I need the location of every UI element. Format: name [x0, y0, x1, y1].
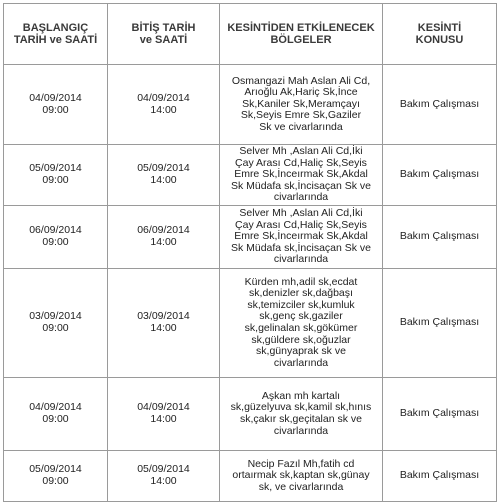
end-cell	[108, 145, 220, 206]
topic-cell: Bakım Çalışması	[383, 269, 497, 378]
start-cell	[4, 65, 108, 145]
header-start-line: TARİH ve SAATİ	[13, 34, 98, 46]
end-date: 05/09/2014	[137, 463, 190, 476]
regions-cell	[220, 378, 383, 451]
start-date: 04/09/2014	[29, 91, 82, 104]
header-start	[4, 4, 108, 65]
region-line: Selver Mh ,Aslan Ali Cd,İki	[239, 145, 363, 158]
end-cell	[108, 451, 220, 502]
region-line: sk,gelinalan sk,gökümer	[244, 322, 358, 334]
start-cell	[4, 269, 108, 378]
region-line: civarlarında	[273, 424, 329, 437]
region-line: Sk Müdafa sk,İncisaçan Sk ve	[230, 179, 372, 192]
region-line: Sk Müdafa sk,İncisaçan Sk ve	[230, 241, 372, 254]
topic-cell: Bakım Çalışması	[383, 65, 497, 145]
end-time: 14:00	[150, 236, 177, 248]
header-topic-line: KESİNTİ	[417, 21, 462, 34]
region-line: sk, ve civarlarında	[258, 480, 344, 493]
end-time: 14:00	[150, 475, 177, 487]
table-row	[4, 65, 497, 145]
region-line: Aşkan mh kartalı	[261, 389, 341, 402]
region-line: civarlarında	[273, 253, 329, 266]
header-regions-line: KESİNTİDEN ETKİLENECEK	[227, 21, 375, 34]
region-line: civarlarında	[273, 191, 329, 204]
region-line: Çay Arası Cd,Haliç Sk,Seyis	[235, 156, 367, 169]
start-time: 09:00	[42, 103, 69, 116]
region-line: sk,genç sk,gaziler	[259, 310, 343, 323]
start-time: 09:00	[42, 174, 69, 186]
table-row	[4, 269, 497, 378]
region-line: Sk ve civarlarında	[259, 120, 343, 133]
start-date: 04/09/2014	[29, 401, 82, 414]
region-line: Kürden mh,adil sk,ecdat	[244, 275, 358, 288]
header-end-line: ve SAATİ	[139, 34, 188, 46]
start-date: 05/09/2014	[29, 162, 82, 175]
end-cell	[108, 269, 220, 378]
region-line: Sk,Seyis Emre Sk,Gaziler	[240, 109, 362, 122]
header-regions	[220, 4, 383, 65]
region-line: sk,denizler sk,dağbaşı	[249, 287, 353, 300]
region-line: Emre Sk,İnceırmak Sk,Akdal	[234, 230, 368, 243]
regions-cell	[220, 65, 383, 145]
end-time: 14:00	[150, 413, 177, 425]
end-date: 05/09/2014	[137, 162, 190, 175]
end-time: 14:00	[150, 103, 177, 116]
table-row	[4, 145, 497, 206]
start-time: 09:00	[42, 236, 69, 248]
header-regions-line: BÖLGELER	[270, 34, 332, 46]
start-cell	[4, 206, 108, 269]
start-date: 05/09/2014	[29, 463, 82, 476]
table-row	[4, 451, 497, 502]
header-topic	[383, 4, 497, 65]
region-line: Selver Mh ,Aslan Ali Cd,İki	[239, 207, 363, 220]
topic-cell: Bakım Çalışması	[383, 206, 497, 269]
region-line: ortaırmak sk,kaptan sk,günay	[232, 469, 370, 482]
end-date: 04/09/2014	[137, 401, 190, 414]
region-line: sk,güldere sk,oğuzlar	[251, 333, 351, 346]
start-cell	[4, 145, 108, 206]
regions-cell	[220, 269, 383, 378]
region-line: Sk,Kaniler Sk,Meramçayı	[242, 97, 360, 110]
region-line: Çay Arası Cd,Haliç Sk,Seyis	[235, 218, 367, 231]
end-date: 03/09/2014	[137, 310, 190, 323]
regions-cell	[220, 451, 383, 502]
topic-cell: Bakım Çalışması	[383, 145, 497, 206]
end-date: 04/09/2014	[137, 91, 190, 104]
end-cell	[108, 378, 220, 451]
region-line: Emre Sk,İnceırmak Sk,Akdal	[234, 168, 368, 181]
start-date: 06/09/2014	[29, 224, 82, 237]
region-line: Osmangazi Mah Aslan Ali Cd,	[231, 74, 371, 87]
start-cell	[4, 451, 108, 502]
regions-cell	[220, 145, 383, 206]
region-line: sk,temizciler sk,kumluk	[247, 298, 355, 311]
start-time: 09:00	[42, 413, 69, 425]
header-topic-line: KONUSU	[415, 34, 464, 46]
region-line: Arıoğlu Ak,Hariç Sk,İnce	[244, 86, 358, 99]
end-cell	[108, 65, 220, 145]
header-end	[108, 4, 220, 65]
regions-cell	[220, 206, 383, 269]
header-start-line: BAŞLANGIÇ	[22, 21, 89, 34]
region-line: civarlarında	[273, 356, 329, 369]
region-line: sk,çakır sk,geçitalan sk ve	[240, 413, 362, 425]
end-date: 06/09/2014	[137, 224, 190, 237]
table-row	[4, 206, 497, 269]
region-line: sk,güzelyuva sk,kamil sk,hınıs	[230, 401, 372, 414]
region-line: Necip Fazıl Mh,fatih cd	[247, 457, 355, 470]
start-cell	[4, 378, 108, 451]
topic-cell: Bakım Çalışması	[383, 451, 497, 502]
header-end-line: BİTİŞ TARİH	[131, 21, 196, 34]
topic-cell: Bakım Çalışması	[383, 378, 497, 451]
start-time: 09:00	[42, 322, 69, 334]
end-time: 14:00	[150, 174, 177, 186]
outage-table	[3, 3, 497, 502]
end-time: 14:00	[150, 322, 177, 334]
end-cell	[108, 206, 220, 269]
start-date: 03/09/2014	[29, 310, 82, 323]
table-row	[4, 378, 497, 451]
start-time: 09:00	[42, 475, 69, 487]
header-row	[4, 4, 497, 65]
region-line: sk,günyaprak sk ve	[256, 345, 346, 358]
